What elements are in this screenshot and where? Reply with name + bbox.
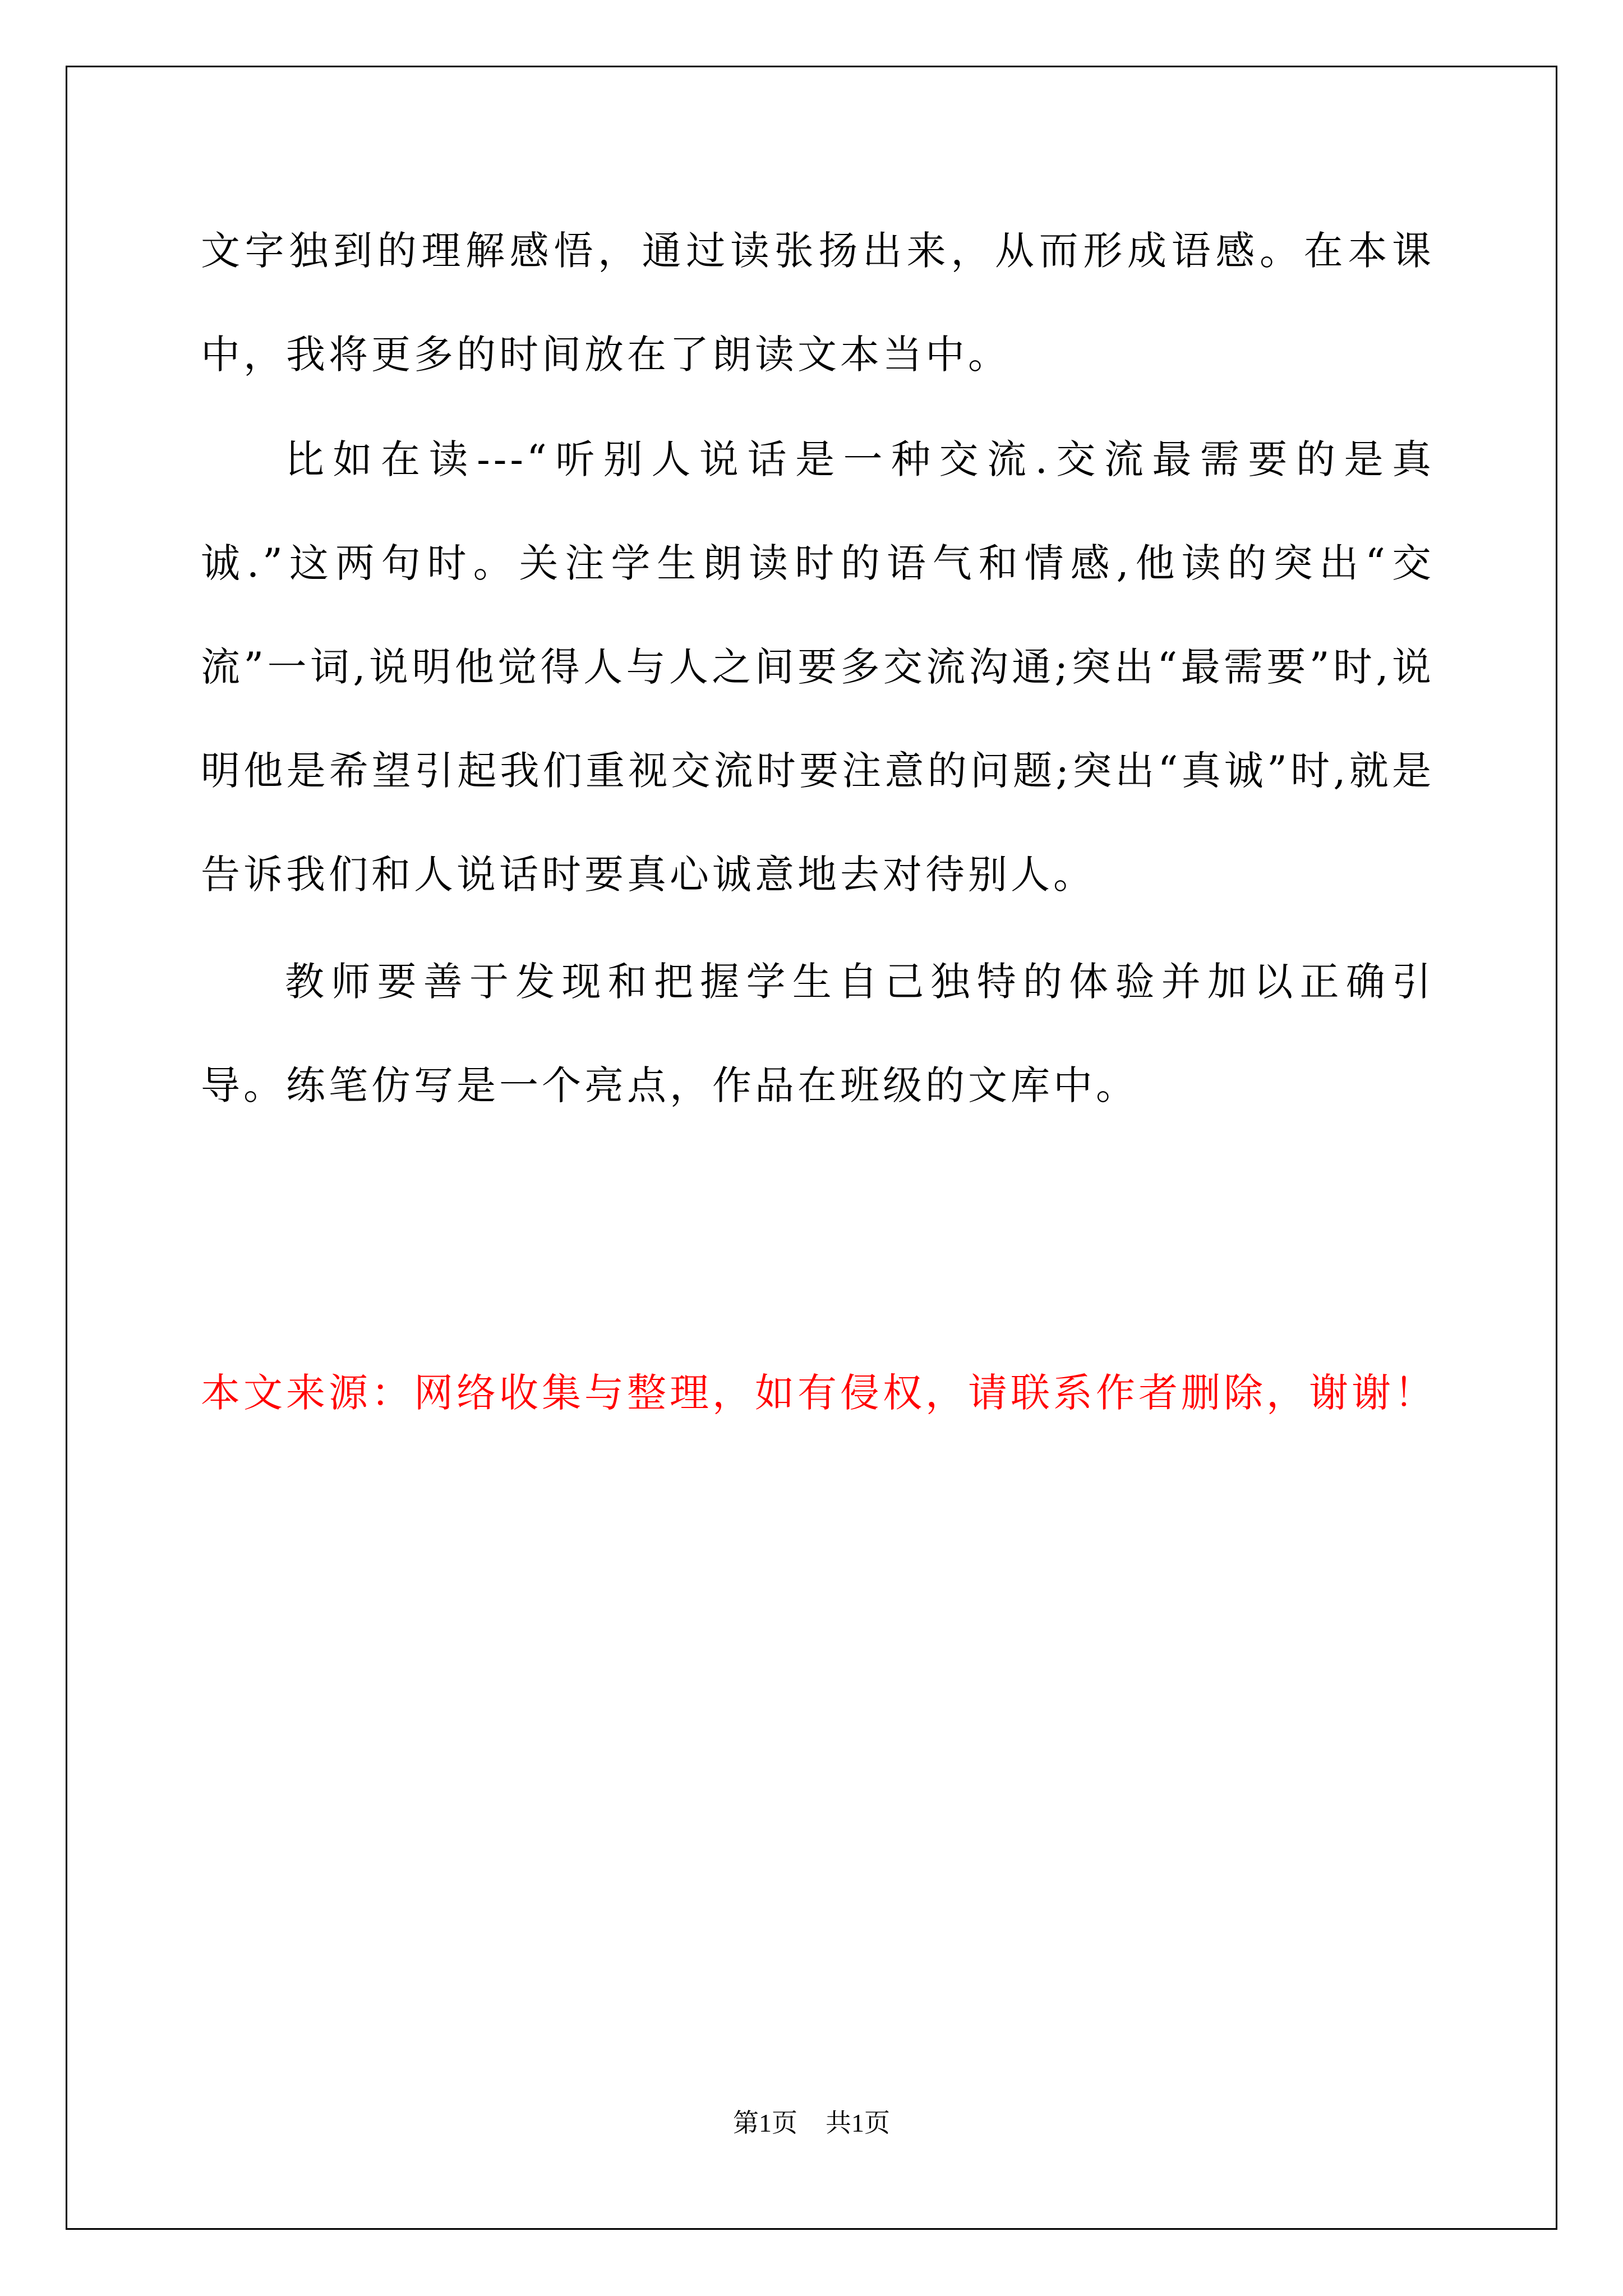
page-footer [0,2106,1623,2140]
source-note: 本文来源：网络收集与整理，如有侵权，请联系作者删除，谢谢！ [201,1370,1437,1416]
paragraph: 教师要善于发现和把握学生自己独特的体验并加以正确引导。练笔仿写是一个亮点，作品在班级的文库中。 [201,959,1435,1108]
paragraph: 文字独到的理解感悟，通过读张扬出来，从而形成语感。在本课中，我将更多的时间放在了朗读文本当中。 [201,228,1435,378]
page-number: 第1页 [733,2109,797,2137]
page-total: 共1页 [826,2109,890,2137]
paragraph: 比如在读---“听别人说话是一种交流.交流最需要的是真诚.”这两句时。关注学生朗读时的语气和情感,他读的突出“交流”一词,说明他觉得人与人之间要多交流沟通;突出“最需要”时,说明他是希望引起我们重视交流时要注意的问题;突出“真诚”时,就是告诉我们和人说话时要真心诚意地去对待别人。 [201,436,1435,898]
